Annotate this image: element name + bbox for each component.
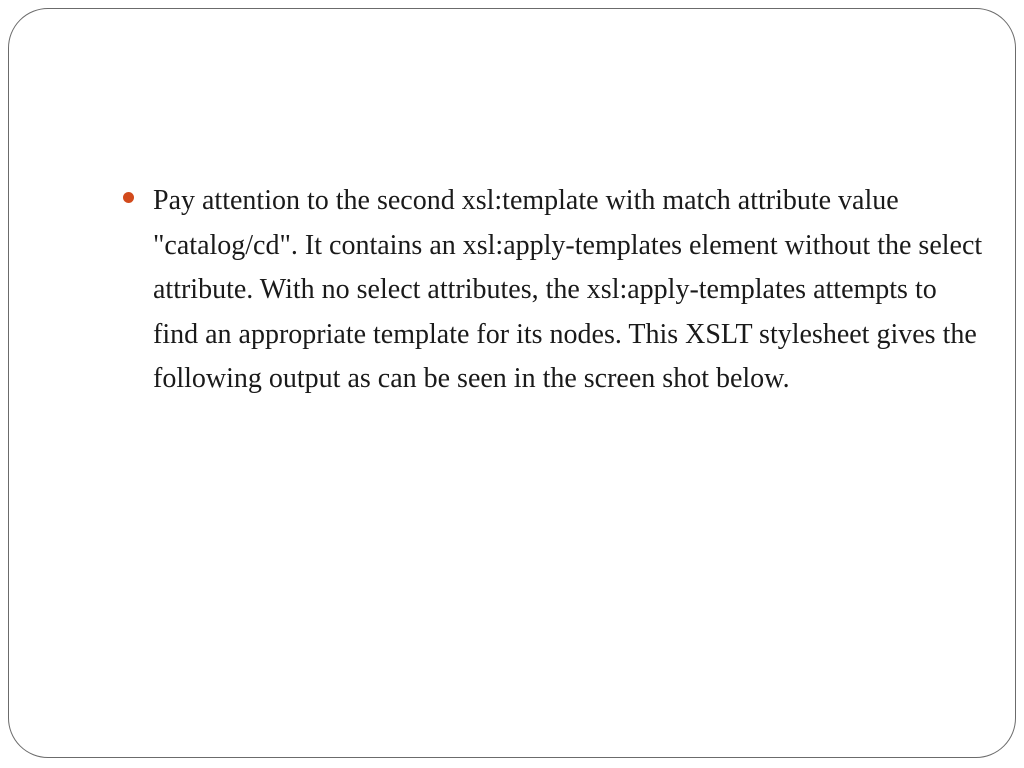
bullet-text: Pay attention to the second xsl:template with match attribute value "catalog/cd". It contains an xsl:apply-templates element without the select attribute. With no select attributes, the xsl:apply-templates attempts to find an appropriate template for its nodes. This XSLT stylesheet gives the following output as can be seen in the screen shot below. xyxy=(153,185,983,394)
bullet-dot-icon xyxy=(123,192,134,203)
bullet-item xyxy=(123,179,983,402)
slide-frame xyxy=(8,8,1016,758)
slide-body xyxy=(123,179,983,402)
